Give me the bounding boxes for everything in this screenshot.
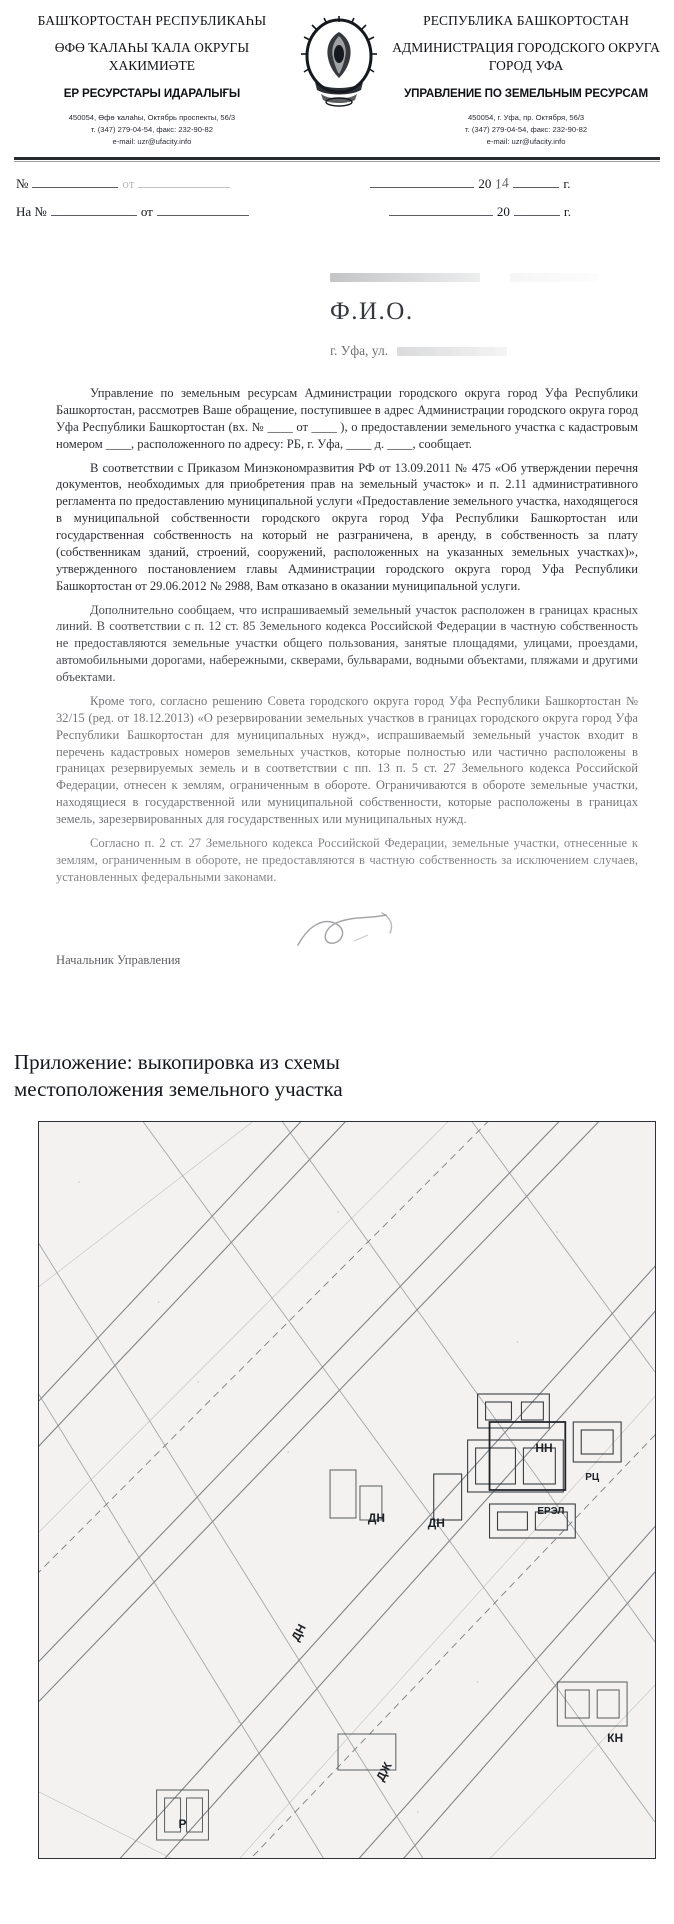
org-republic-name-russian: РЕСПУБЛИКА БАШКОРТОСТАН: [423, 13, 630, 28]
outgoing-number-row: [16, 176, 658, 193]
addressee-street-redaction: [397, 347, 507, 356]
letterhead-bashkir-block: [8, 12, 292, 147]
signature-block: [0, 893, 674, 1023]
outgoing-number-input[interactable]: [32, 176, 118, 188]
org-phone-bashkir: т. (347) 279-04-54, факс: 232-90-82: [90, 124, 213, 134]
map-label-rc: РЦ: [585, 1472, 600, 1484]
coat-of-arms-icon: [292, 12, 386, 112]
letterhead-divider-thick: [14, 157, 660, 160]
incoming-number-input[interactable]: [51, 204, 137, 216]
body-paragraph-4: Кроме того, согласно решению Совета городского округа город Уфа Республики Башкортостан № 32/15 (ред. от 18.12.2013) «О резервировании земельных участков в границах городского округа город Уфа Республики Башкортостан для муниципальных нужд», испрашиваемый земельный участок входит в перечень кадастровых номеров земельных участков, которые полностью или частично расположены в границах резервируемых земель и в соответствии с пп. 13 п. 5 ст. 27 Земельного кодекса Российской Федерации, отнесен к землям, ограниченным в обороте. Ограничиваются в обороте земельные участки, находящиеся в государственной или муниципальной собственности, которые расположены в границах земель, зарезервированных для государственных или муниципальных нужд.: [56, 693, 638, 827]
org-admin-name-bashkir: ӨФӨ ҠАЛАҺЫ ҠАЛА ОКРУГЫ ХАКИМИӘТЕ: [54, 39, 250, 73]
cadastral-map[interactable]: [38, 1121, 656, 1859]
body-paragraph-1: Управление по земельным ресурсам Администрации городского округа город Уфа Республики Башкортостан, рассмотрев Ваше обращение, поступившее в адрес Администрации городского округа город Уфа Республики Башкортостан (вх. № ____ от ____ ), о предоставлении земельного участка с кадастровым номером ____, расположенного по адресу: РБ, г. Уфа, ____ д. ____, сообщает.: [56, 386, 638, 451]
addressee-redaction-bar-top2: [510, 273, 598, 282]
body-paragraph-5: Согласно п. 2 ст. 27 Земельного кодекса Российской Федерации, земельные участки, отнесенные к землям, ограниченным в обороте, не предоставляются в частную собственность за исключением случаев, установленных федеральными законами.: [56, 835, 638, 884]
org-phone-russian: т. (347) 279-04-54, факс: 232-90-82: [465, 124, 588, 134]
outgoing-year-input[interactable]: [513, 176, 559, 188]
outgoing-year-handwritten: 14: [494, 176, 511, 194]
letterhead-divider-thin: [14, 161, 660, 162]
incoming-reference-row: [16, 204, 658, 220]
incoming-year-input[interactable]: [514, 204, 560, 216]
map-label-erel: ЕРЭЛ: [537, 1506, 565, 1518]
appendix-heading: [0, 1023, 674, 1118]
incoming-number-label: На №: [16, 204, 47, 220]
org-address-russian: 450054, г. Уфа, пр. Октября, 56/3: [467, 112, 585, 122]
org-admin-name-russian: АДМИНИСТРАЦИЯ ГОРОДСКОГО ОКРУГА ГОРОД УФА: [392, 39, 660, 73]
incoming-date-label: от: [140, 204, 153, 220]
outgoing-month-input[interactable]: [370, 176, 474, 188]
incoming-month-input[interactable]: [389, 204, 493, 216]
signatory-title: Начальник Управления: [56, 952, 181, 967]
addressee-block: [0, 266, 674, 361]
map-label-r: Р: [178, 1817, 187, 1832]
outgoing-year-suffix: г.: [563, 176, 571, 192]
appendix-heading-line-1: Приложение: выкопировка из схемы: [14, 1049, 340, 1074]
outgoing-number-label: №: [16, 176, 29, 192]
letter-reference-fields: [0, 162, 674, 220]
body-paragraph-3: Дополнительно сообщаем, что испрашиваемый земельный участок расположен в границах красных линий. В соответствии с п. 12 ст. 85 Земельного кодекса Российской Федерации в частную собственность не предоставляются земельные участки общего пользования, занятые площадями, улицами, проездами, автомобильными дорогами, набережными, скверами, бульварами, водными объектами, пляжами и другими объектами.: [56, 602, 638, 685]
org-email-bashkir: e-mail: uzr@ufacity.info: [112, 136, 192, 146]
org-contacts-russian: [386, 112, 666, 147]
appendix-heading-line-2: местоположения земельного участка: [14, 1076, 343, 1101]
map-label-dn-2: ДН: [367, 1511, 386, 1526]
outgoing-date-label: от: [122, 176, 135, 192]
addressee-address-text: г. Уфа, ул.: [330, 342, 389, 358]
map-label-dn-3: ДН: [427, 1516, 445, 1531]
letterhead: [0, 0, 674, 147]
addressee-name: Ф.И.О.: [330, 298, 414, 326]
letterhead-russian-block: [386, 12, 666, 147]
map-label-dj: ДЖ: [373, 1759, 395, 1784]
map-label-dn-1: ДН: [288, 1621, 309, 1644]
org-department-bashkir: ЕР РЕСУРСТАРЫ ИДАРАЛЫҒЫ: [63, 86, 241, 100]
incoming-date-input[interactable]: [157, 204, 249, 216]
org-contacts-bashkir: [12, 112, 292, 147]
org-email-russian: e-mail: uzr@ufacity.info: [486, 136, 566, 146]
addressee-address: [330, 341, 628, 361]
body-paragraph-2: В соответствии с Приказом Минэкономразвития РФ от 13.09.2011 № 475 «Об утверждении перечня документов, необходимых для приобретения прав на земельный участок» и п. 2.11 административного регламента по предоставлению муниципальной услуги «Предоставление земельного участка, находящегося в муниципальной собственности городского округа город Уфа Республики Башкортостан или государственная собственность на который не разграничена, в аренду, в собственность за плату (собственникам зданий, строений, сооружений, расположенных на указанных земельных участках)», утвержденного постановлением главы Администрации городского округа город Уфа Республики Башкортостан от 29.06.2012 № 2988, Вам отказано в оказании муниципальной услуги.: [56, 460, 638, 593]
incoming-year-suffix: г.: [563, 204, 571, 220]
handwritten-signature: [290, 911, 410, 957]
letter-body: [0, 361, 674, 886]
org-republic-name-bashkir: БАШҠОРТОСТАН РЕСПУБЛИКАҺЫ: [37, 13, 267, 28]
outgoing-year-prefix: 20: [478, 176, 492, 192]
addressee-redaction-bar-top: [330, 273, 480, 282]
org-department-russian: УПРАВЛЕНИЕ ПО ЗЕМЕЛЬНЫМ РЕСУРСАМ: [404, 86, 649, 100]
map-label-kn: КН: [607, 1731, 624, 1746]
incoming-year-prefix: 20: [496, 204, 510, 220]
org-address-bashkir: 450054, Өфө ҡалаһы, Октябрь проспекты, 56/3: [68, 112, 236, 122]
map-label-nn: НН: [535, 1441, 553, 1456]
outgoing-date-input[interactable]: [138, 176, 230, 188]
